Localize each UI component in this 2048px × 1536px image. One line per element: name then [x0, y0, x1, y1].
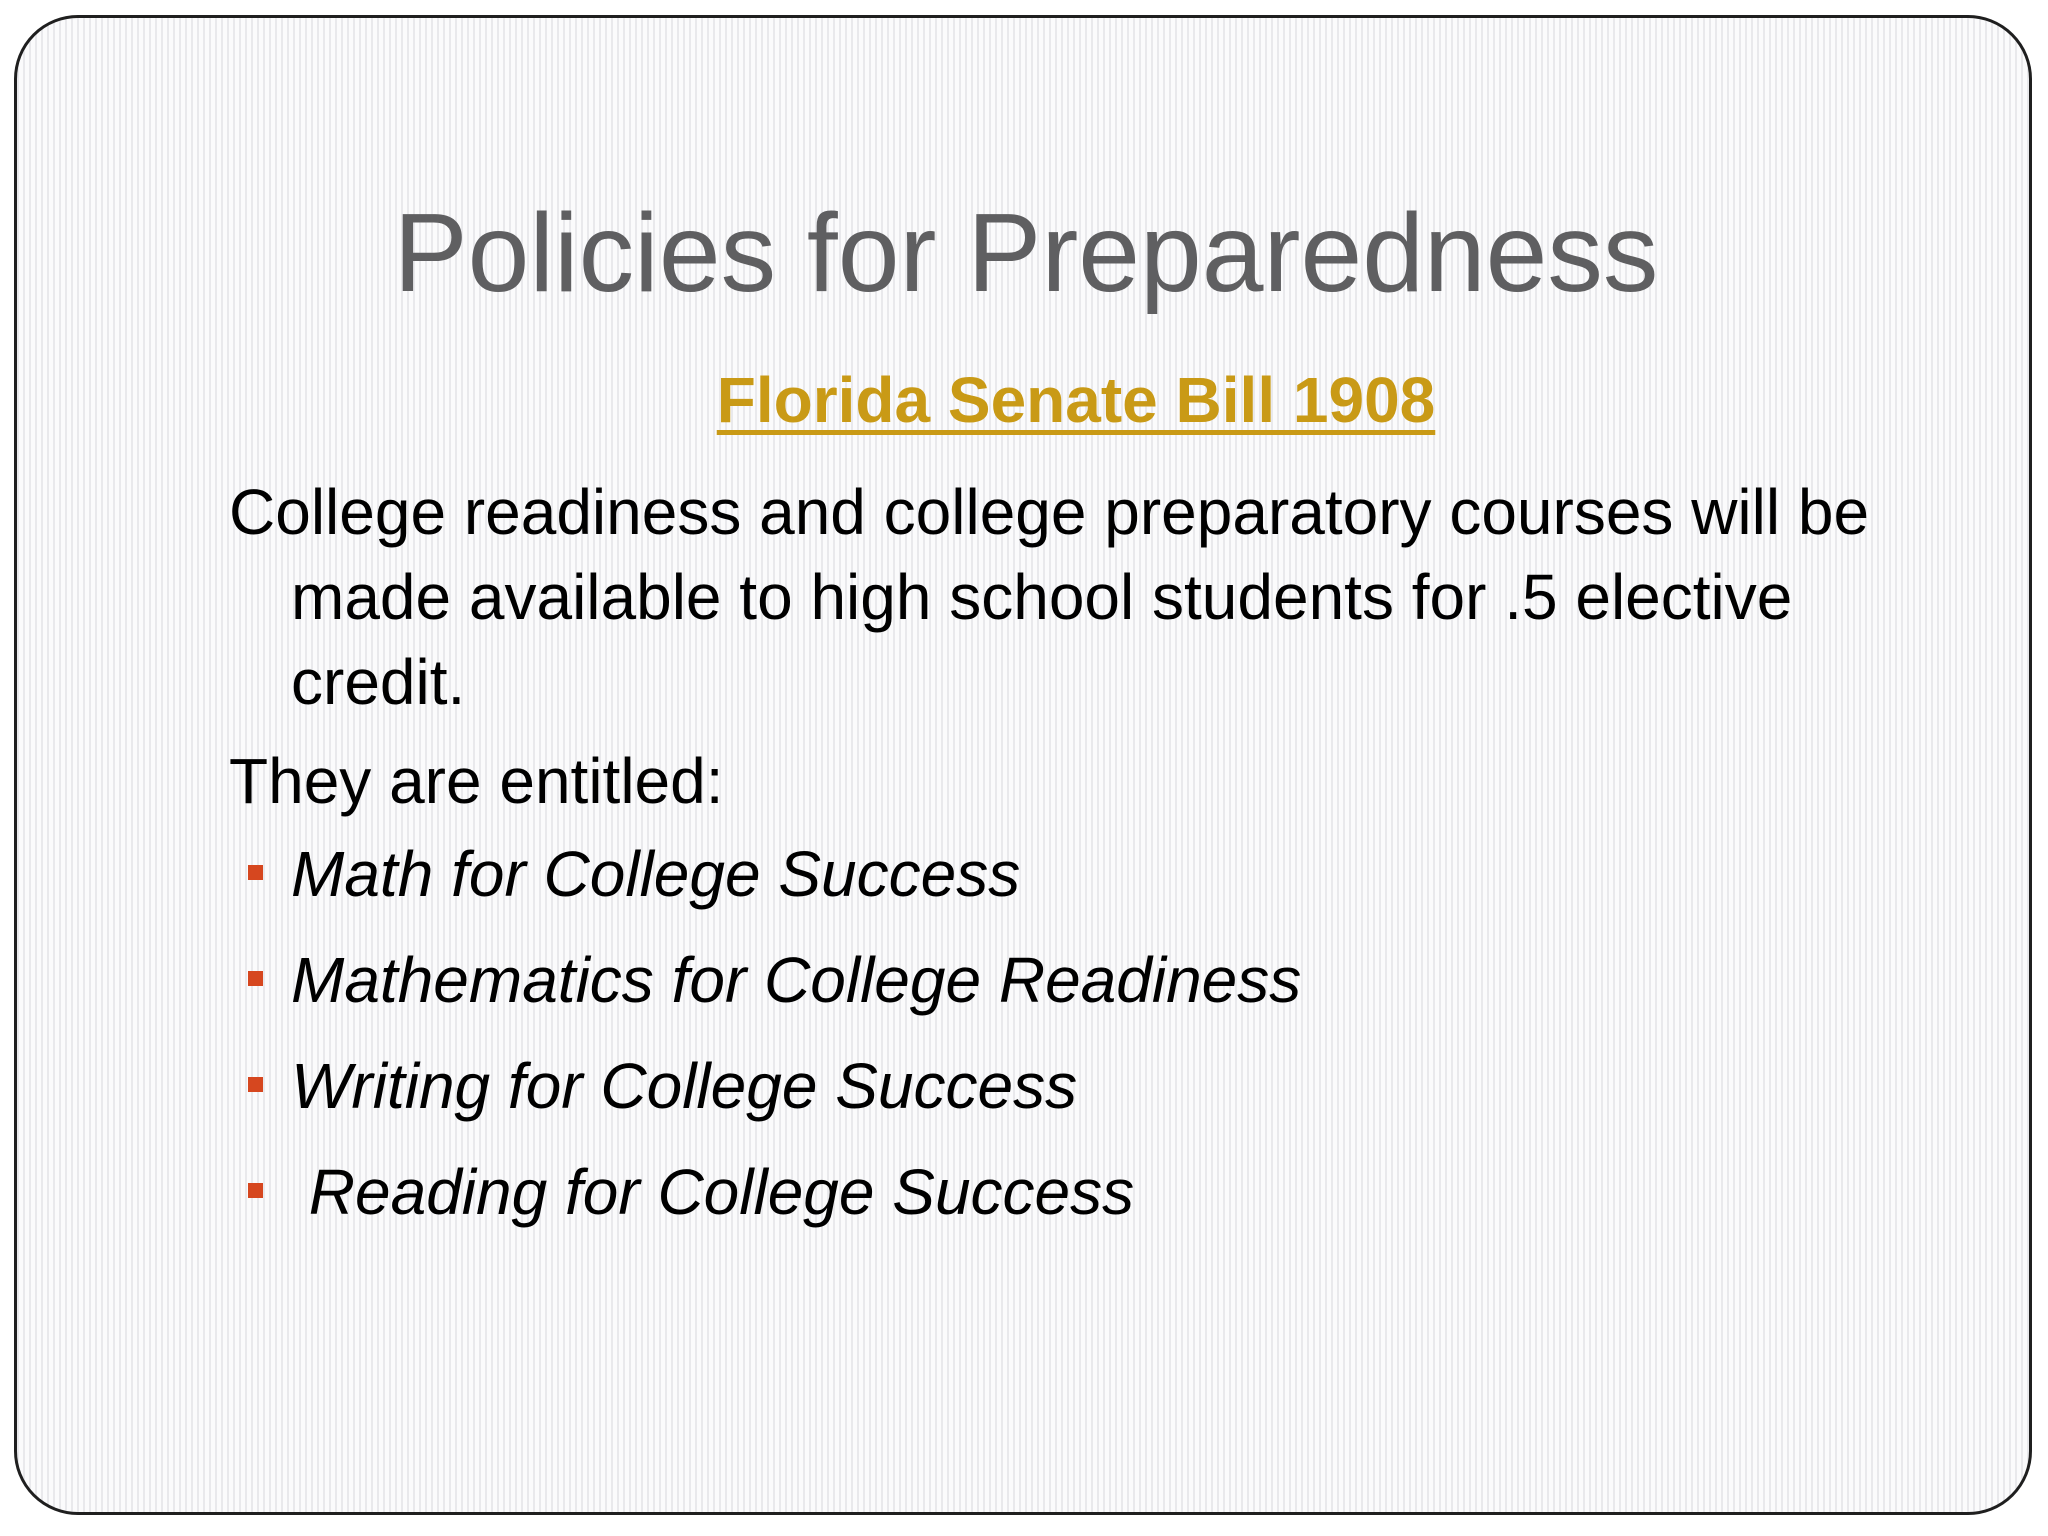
course-label: Reading for College Success: [291, 1156, 1135, 1228]
slide-title: Policies for Preparedness: [393, 191, 1659, 315]
course-label: Math for College Success: [291, 838, 1021, 910]
square-bullet-icon: [248, 865, 263, 880]
course-label: Writing for College Success: [291, 1050, 1078, 1122]
bill-heading-link[interactable]: Florida Senate Bill 1908: [716, 364, 1436, 436]
list-item: [229, 1044, 1929, 1129]
list-item: [229, 1150, 1929, 1235]
intro-paragraph: College readiness and college preparatory courses will be made available to high school students for .5 elective credit.: [229, 476, 1870, 718]
slide-body: [229, 470, 1929, 1256]
square-bullet-icon: [248, 971, 263, 986]
slide: [14, 15, 2032, 1515]
list-item: [229, 938, 1929, 1023]
square-bullet-icon: [248, 1077, 263, 1092]
list-item: [229, 832, 1929, 917]
course-label: Mathematics for College Readiness: [291, 944, 1302, 1016]
entitled-label: They are entitled:: [229, 745, 724, 817]
course-list: [229, 832, 1929, 1235]
square-bullet-icon: [248, 1183, 263, 1198]
